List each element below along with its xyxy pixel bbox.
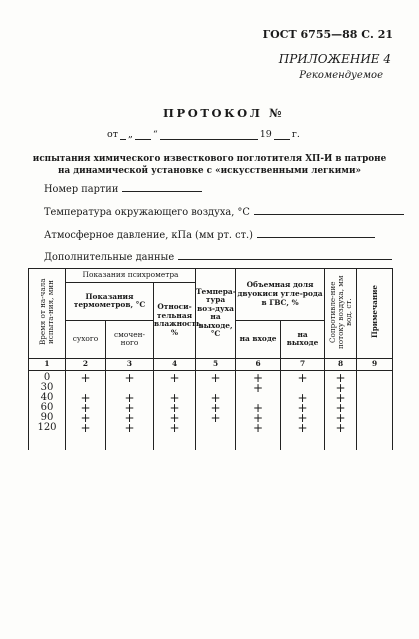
- date-line: [107, 129, 300, 140]
- mark-cell: [106, 370, 154, 450]
- column-number: 6: [236, 358, 281, 370]
- air-temp-header: Темпера-тура воз-духа на выходе, °С: [196, 269, 236, 359]
- pressure-line: [257, 236, 375, 238]
- subtitle-line-1: испытания химического известкового поглотителя ХП-И в патроне: [32, 154, 387, 164]
- mark-cell: [236, 370, 281, 450]
- column-number: 1: [29, 358, 66, 370]
- plus-mark: +: [210, 400, 221, 415]
- mark-cell: [325, 370, 357, 450]
- plus-mark: +: [210, 410, 221, 425]
- dry-header: сухого: [66, 320, 106, 358]
- column-number: 3: [106, 358, 154, 370]
- plus-mark: +: [297, 420, 308, 435]
- column-number: 9: [357, 358, 393, 370]
- time-value: 40: [40, 391, 54, 403]
- thermometers-header: Показания термометров, °С: [66, 283, 154, 321]
- column-number: 7: [281, 358, 325, 370]
- plus-mark: +: [253, 400, 264, 415]
- column-numbers-row: [29, 358, 393, 370]
- plus-mark: +: [253, 370, 264, 385]
- close-quote: “: [152, 129, 158, 140]
- mark-cell: [196, 370, 236, 450]
- time-header: [29, 269, 66, 359]
- extra-data-label: Дополнительные данные: [44, 252, 175, 263]
- note-header-text: Примечание: [369, 285, 379, 339]
- ambient-temp-label: Температура окружающего воздуха, °С: [44, 207, 250, 218]
- subtitle-line-2: на динамической установке с «искусственными легкими»: [58, 166, 361, 176]
- plus-mark: +: [124, 400, 135, 415]
- resistance-header-text: Сопротивле-ние потоку воздуха, мм вод. ст.: [327, 275, 353, 349]
- plus-mark: +: [335, 380, 346, 395]
- year-suffix: г.: [291, 129, 300, 140]
- plus-mark: +: [253, 380, 264, 395]
- co2-header: Объемная доля двуокиси угле-рода в ГВС, %: [236, 269, 325, 321]
- plus-mark: +: [335, 420, 346, 435]
- date-prefix: от: [107, 129, 118, 140]
- outlet-header: на выходе: [281, 320, 325, 358]
- plus-mark: +: [169, 420, 180, 435]
- batch-number-line: [122, 190, 202, 192]
- plus-mark: +: [297, 370, 308, 385]
- time-header-text: Время от на-чала испыта-ния, мин: [38, 278, 55, 346]
- plus-mark: +: [80, 390, 91, 405]
- open-quote: „: [127, 129, 133, 140]
- protocol-title: ПРОТОКОЛ №: [163, 106, 285, 120]
- batch-number-label: Номер партии: [44, 184, 119, 195]
- inlet-header: на входе: [236, 320, 281, 358]
- time-cell: [29, 370, 66, 450]
- extra-data-field: [44, 252, 392, 263]
- plus-mark: +: [253, 420, 264, 435]
- column-number: 4: [154, 358, 196, 370]
- plus-mark: +: [124, 410, 135, 425]
- plus-mark: +: [210, 390, 221, 405]
- day-field: [135, 130, 151, 140]
- ambient-temp-line: [254, 213, 404, 215]
- test-data-table: [28, 268, 393, 450]
- plus-mark: +: [80, 370, 91, 385]
- time-value: 90: [40, 411, 54, 423]
- wet-header: смочен-ного: [106, 320, 154, 358]
- plus-mark: +: [253, 410, 264, 425]
- column-number: 2: [66, 358, 106, 370]
- plus-mark: +: [124, 390, 135, 405]
- plus-mark: +: [210, 370, 221, 385]
- plus-mark: +: [335, 410, 346, 425]
- ambient-temp-field: [44, 207, 404, 218]
- time-value: 120: [37, 421, 57, 433]
- plus-mark: +: [80, 410, 91, 425]
- plus-mark: +: [124, 370, 135, 385]
- mark-cell: [66, 370, 106, 450]
- plus-mark: +: [169, 410, 180, 425]
- column-number: 8: [325, 358, 357, 370]
- pressure-field: [44, 230, 375, 241]
- plus-mark: +: [335, 400, 346, 415]
- year-field: [274, 130, 290, 140]
- month-field: [160, 130, 258, 140]
- column-number: 5: [196, 358, 236, 370]
- plus-mark: +: [169, 370, 180, 385]
- day-blank: [120, 130, 126, 140]
- document-header: ГОСТ 6755—88 С. 21: [262, 28, 393, 41]
- mark-cell: [154, 370, 196, 450]
- plus-mark: +: [335, 390, 346, 405]
- appendix-label: ПРИЛОЖЕНИЕ 4: [278, 52, 391, 66]
- year-prefix: 19: [259, 129, 272, 140]
- time-value: 60: [40, 401, 54, 413]
- time-value: 30: [40, 381, 54, 393]
- mark-cell: [281, 370, 325, 450]
- table-row: [29, 370, 393, 450]
- batch-number-field: [44, 184, 202, 195]
- plus-mark: +: [297, 410, 308, 425]
- plus-mark: +: [335, 370, 346, 385]
- note-cell: [357, 370, 393, 450]
- humidity-header: Относи-тельная влажность, %: [154, 283, 196, 359]
- plus-mark: +: [124, 420, 135, 435]
- plus-mark: +: [80, 400, 91, 415]
- time-value: 0: [43, 371, 51, 383]
- pressure-label: Атмосферное давление, кПа (мм рт. ст.): [44, 230, 253, 241]
- extra-data-line: [178, 258, 392, 260]
- plus-mark: +: [297, 390, 308, 405]
- recommended-label: Рекомендуемое: [299, 70, 383, 81]
- plus-mark: +: [169, 400, 180, 415]
- plus-mark: +: [80, 420, 91, 435]
- note-header: [357, 269, 393, 359]
- resistance-header: [325, 269, 357, 359]
- plus-mark: +: [169, 390, 180, 405]
- plus-mark: +: [297, 400, 308, 415]
- psychrometer-header: Показания психрометра: [66, 269, 196, 283]
